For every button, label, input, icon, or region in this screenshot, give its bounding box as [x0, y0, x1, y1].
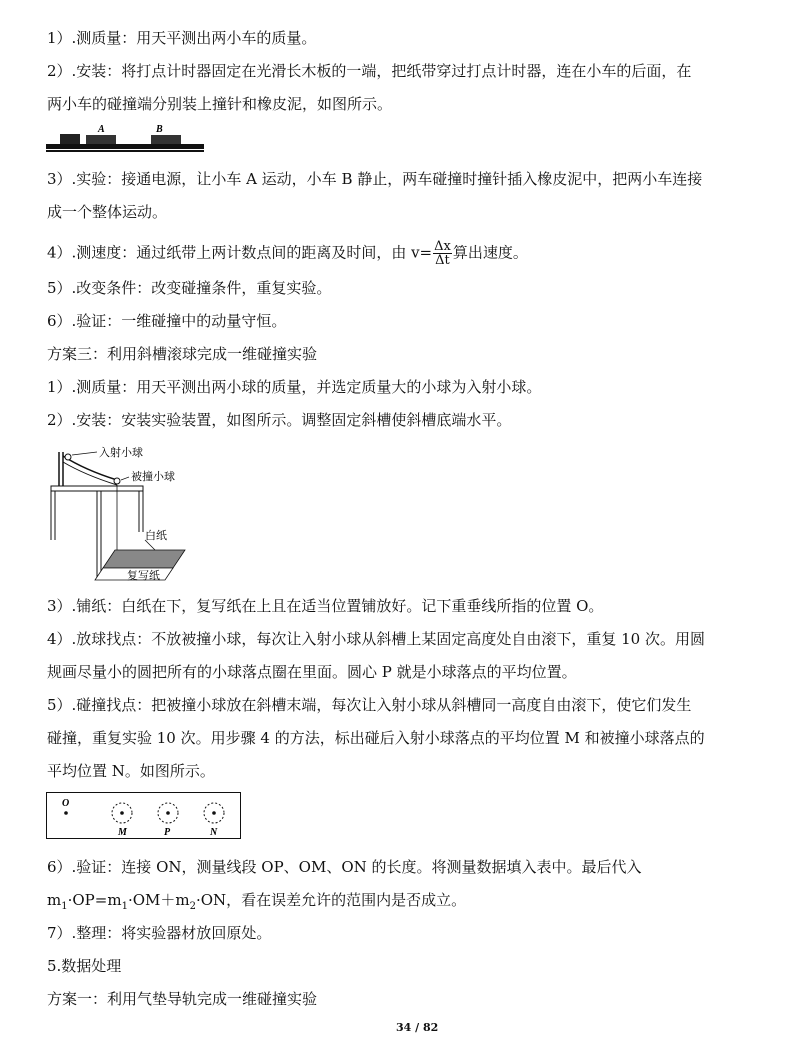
chute-apparatus-figure	[45, 440, 205, 585]
step-verify-momentum: 6）.验证：一维碰撞中的动量守恒。	[47, 312, 287, 330]
page-number: 34 / 82	[396, 1021, 439, 1034]
white-paper-label: 白纸	[145, 529, 167, 542]
velocity-formula-fraction	[433, 240, 452, 267]
step-measure-mass-balls: 1）.测质量：用天平测出两小球的质量，并选定质量大的小球为入射小球。	[47, 378, 542, 396]
landing-points-figure	[46, 792, 242, 840]
target-ball-label: 被撞小球	[131, 470, 175, 483]
step-install-carts-cont: 两小车的碰撞端分别装上撞针和橡皮泥，如图所示。	[47, 95, 393, 113]
point-p-label: P	[164, 827, 171, 838]
eq-part-d: ·ON，看在误差允许的范围内是否成立。	[195, 891, 467, 909]
velocity-text-pre: 4）.测速度：通过纸带上两计数点间的距离及时间，由 v=	[47, 243, 433, 262]
fraction-denominator: Δt	[435, 253, 450, 268]
point-p-dot	[166, 811, 170, 815]
scheme-one-heading: 方案一：利用气垫导轨完成一维碰撞实验	[47, 990, 318, 1008]
step-collision-points-end: 平均位置 N。如图所示。	[47, 762, 215, 780]
cart-a-label: A	[98, 124, 105, 135]
carbon-paper-label: 复写纸	[127, 569, 160, 582]
data-processing-heading: 5.数据处理	[47, 957, 122, 975]
point-n-label: N	[210, 827, 218, 838]
cart-b-label: B	[156, 124, 163, 135]
point-o-label: O	[62, 798, 70, 809]
eq-part-c: ·OM＋m	[127, 891, 190, 909]
step-install-carts: 2）.安装：将打点计时器固定在光滑长木板的一端，把纸带穿过打点计时器，连在小车的后面，在	[47, 62, 692, 80]
point-m-dot	[120, 811, 124, 815]
step-collision-points-cont: 碰撞，重复实验 10 次。用步骤 4 的方法，标出碰后入射小球落点的平均位置 M 和被撞小球落点的	[47, 729, 705, 747]
step-tidy-up: 7）.整理：将实验器材放回原处。	[47, 924, 272, 942]
eq-sub-1: 1	[61, 901, 68, 912]
point-o-dot	[64, 811, 68, 815]
point-m-label: M	[118, 827, 127, 838]
step-experiment: 3）.实验：接通电源，让小车 A 运动，小车 B 静止，两车碰撞时撞针插入橡皮泥中，把两小车连接	[47, 170, 703, 188]
step-verify-lengths: 6）.验证：连接 ON，测量线段 OP、OM、ON 的长度。将测量数据填入表中。最后代入	[47, 858, 642, 876]
eq-part-b: ·OP=m	[67, 891, 122, 909]
incident-ball-label: 入射小球	[99, 446, 143, 459]
momentum-equation	[47, 890, 466, 917]
step-experiment-cont: 成一个整体运动。	[47, 203, 168, 221]
step-measure-velocity	[47, 240, 528, 267]
eq-sub-3: 2	[189, 901, 196, 912]
step-find-point-p: 4）.放球找点：不放被撞小球，每次让入射小球从斜槽上某固定高度处自由滚下，重复 10 次。用圆	[47, 630, 705, 648]
step-measure-mass-carts: 1）.测质量：用天平测出两小车的质量。	[47, 29, 317, 47]
velocity-text-post: 算出速度。	[452, 243, 528, 262]
eq-part-a: m	[47, 891, 62, 909]
eq-sub-2: 1	[121, 901, 128, 912]
scheme-three-heading: 方案三：利用斜槽滚球完成一维碰撞实验	[47, 345, 318, 363]
step-install-chute: 2）.安装：安装实验装置，如图所示。调整固定斜槽使斜槽底端水平。	[47, 411, 512, 429]
step-find-point-p-cont: 规画尽量小的圆把所有的小球落点圈在里面。圆心 P 就是小球落点的平均位置。	[47, 663, 577, 681]
fraction-numerator: Δx	[434, 239, 451, 254]
step-change-conditions: 5）.改变条件：改变碰撞条件，重复实验。	[47, 279, 332, 297]
point-n-dot	[212, 811, 216, 815]
step-collision-points: 5）.碰撞找点：把被撞小球放在斜槽末端，每次让入射小球从斜槽同一高度自由滚下，使它们发生	[47, 696, 692, 714]
step-lay-paper: 3）.铺纸：白纸在下，复写纸在上且在适当位置铺放好。记下重垂线所指的位置 O。	[47, 597, 604, 615]
cart-setup-figure	[46, 122, 206, 156]
